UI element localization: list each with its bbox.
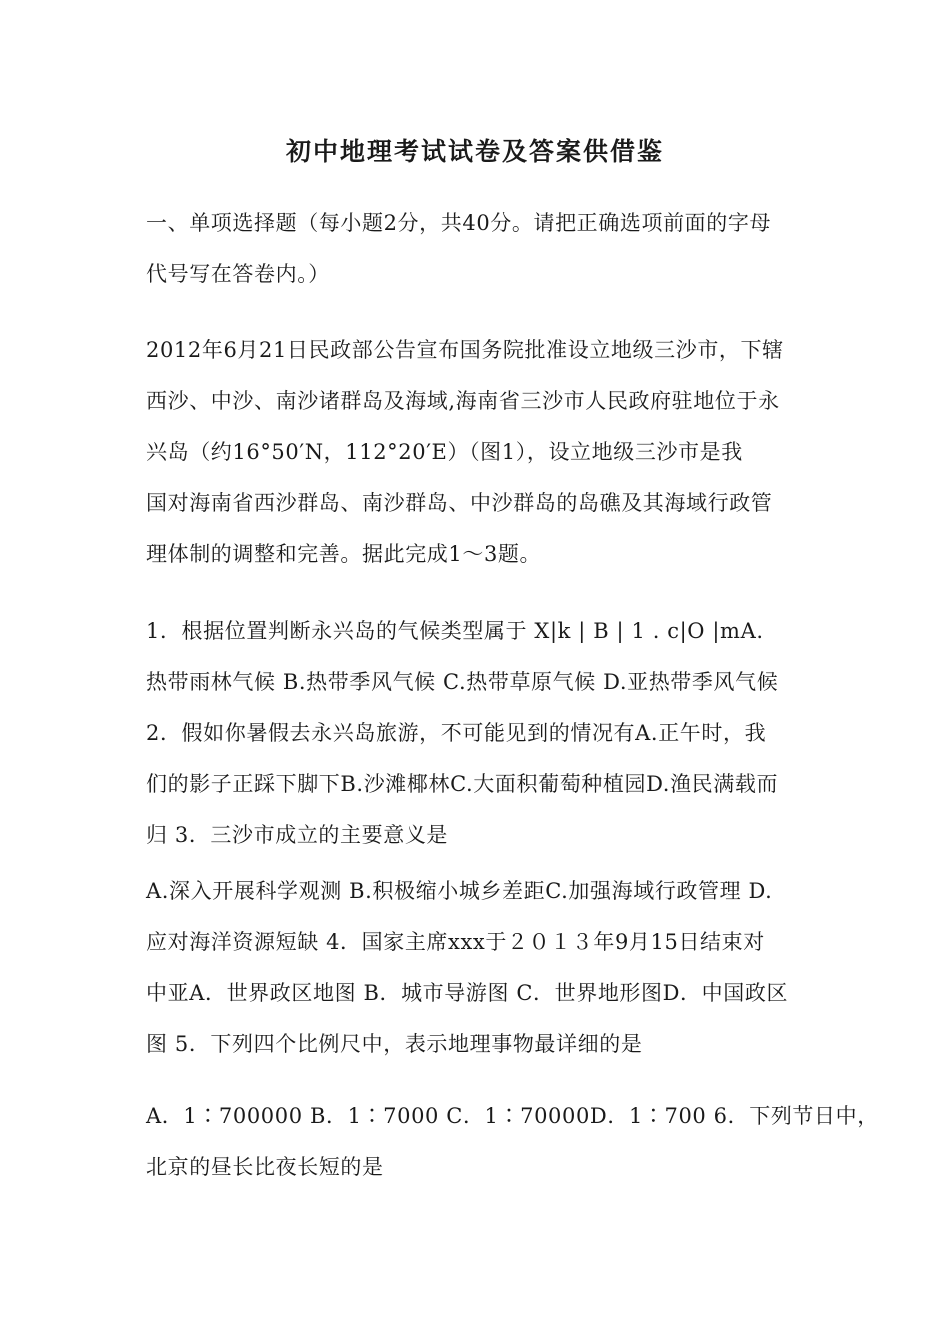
- question-line: A.深入开展科学观测 B.积极缩小城乡差距C.加强海域行政管理 D.: [146, 879, 773, 903]
- question-line: 1．根据位置判断永兴岛的气候类型属于 X|k | B | 1 . c|O |mA.: [146, 619, 764, 643]
- question-line: 北京的昼长比夜长短的是: [146, 1155, 384, 1179]
- intro-paragraph-line: 2012年6月21日民政部公告宣布国务院批准设立地级三沙市，下辖: [146, 338, 784, 362]
- intro-paragraph-line: 兴岛（约16°50′N，112°20′E）（图1），设立地级三沙市是我: [146, 440, 743, 464]
- question-line: 们的影子正踩下脚下B.沙滩椰林C.大面积葡萄种植园D.渔民满载而: [146, 772, 779, 796]
- question-line: 图 5．下列四个比例尺中，表示地理事物最详细的是: [146, 1032, 643, 1056]
- question-line: 中亚A．世界政区地图 B．城市导游图 C．世界地形图D．中国政区: [146, 981, 789, 1005]
- document-title: 初中地理考试试卷及答案供借鉴: [285, 137, 664, 166]
- intro-paragraph-line: 理体制的调整和完善。据此完成1～3题。: [146, 542, 542, 566]
- question-line: 应对海洋资源短缺 4．国家主席xxx于２０１３年9月15日结束对: [146, 930, 765, 954]
- question-1-2-paragraph: [146, 606, 810, 861]
- question-line: 归 3．三沙市成立的主要意义是: [146, 823, 449, 847]
- intro-paragraph-line: 国对海南省西沙群岛、南沙群岛、中沙群岛的岛礁及其海域行政管: [146, 491, 773, 515]
- question-3-5-paragraph: [146, 866, 810, 1070]
- section-heading-line: 代号写在答卷内。）: [146, 262, 330, 286]
- question-line: A．1∶700000 B．1∶7000 C．1∶70000D．1∶700 6．下列节日中，: [146, 1104, 879, 1128]
- question-5-6-paragraph: [146, 1091, 879, 1193]
- section-heading-line: 一、单项选择题（每小题2分，共40分。请把正确选项前面的字母: [146, 211, 772, 235]
- question-line: 热带雨林气候 B.热带季风气候 C.热带草原气候 D.亚热带季风气候: [146, 670, 779, 694]
- section-heading: [146, 198, 810, 300]
- intro-paragraph: [146, 325, 810, 580]
- question-line: 2．假如你暑假去永兴岛旅游，不可能见到的情况有A.正午时，我: [146, 721, 767, 745]
- intro-paragraph-line: 西沙、中沙、南沙诸群岛及海域,海南省三沙市人民政府驻地位于永: [146, 389, 780, 413]
